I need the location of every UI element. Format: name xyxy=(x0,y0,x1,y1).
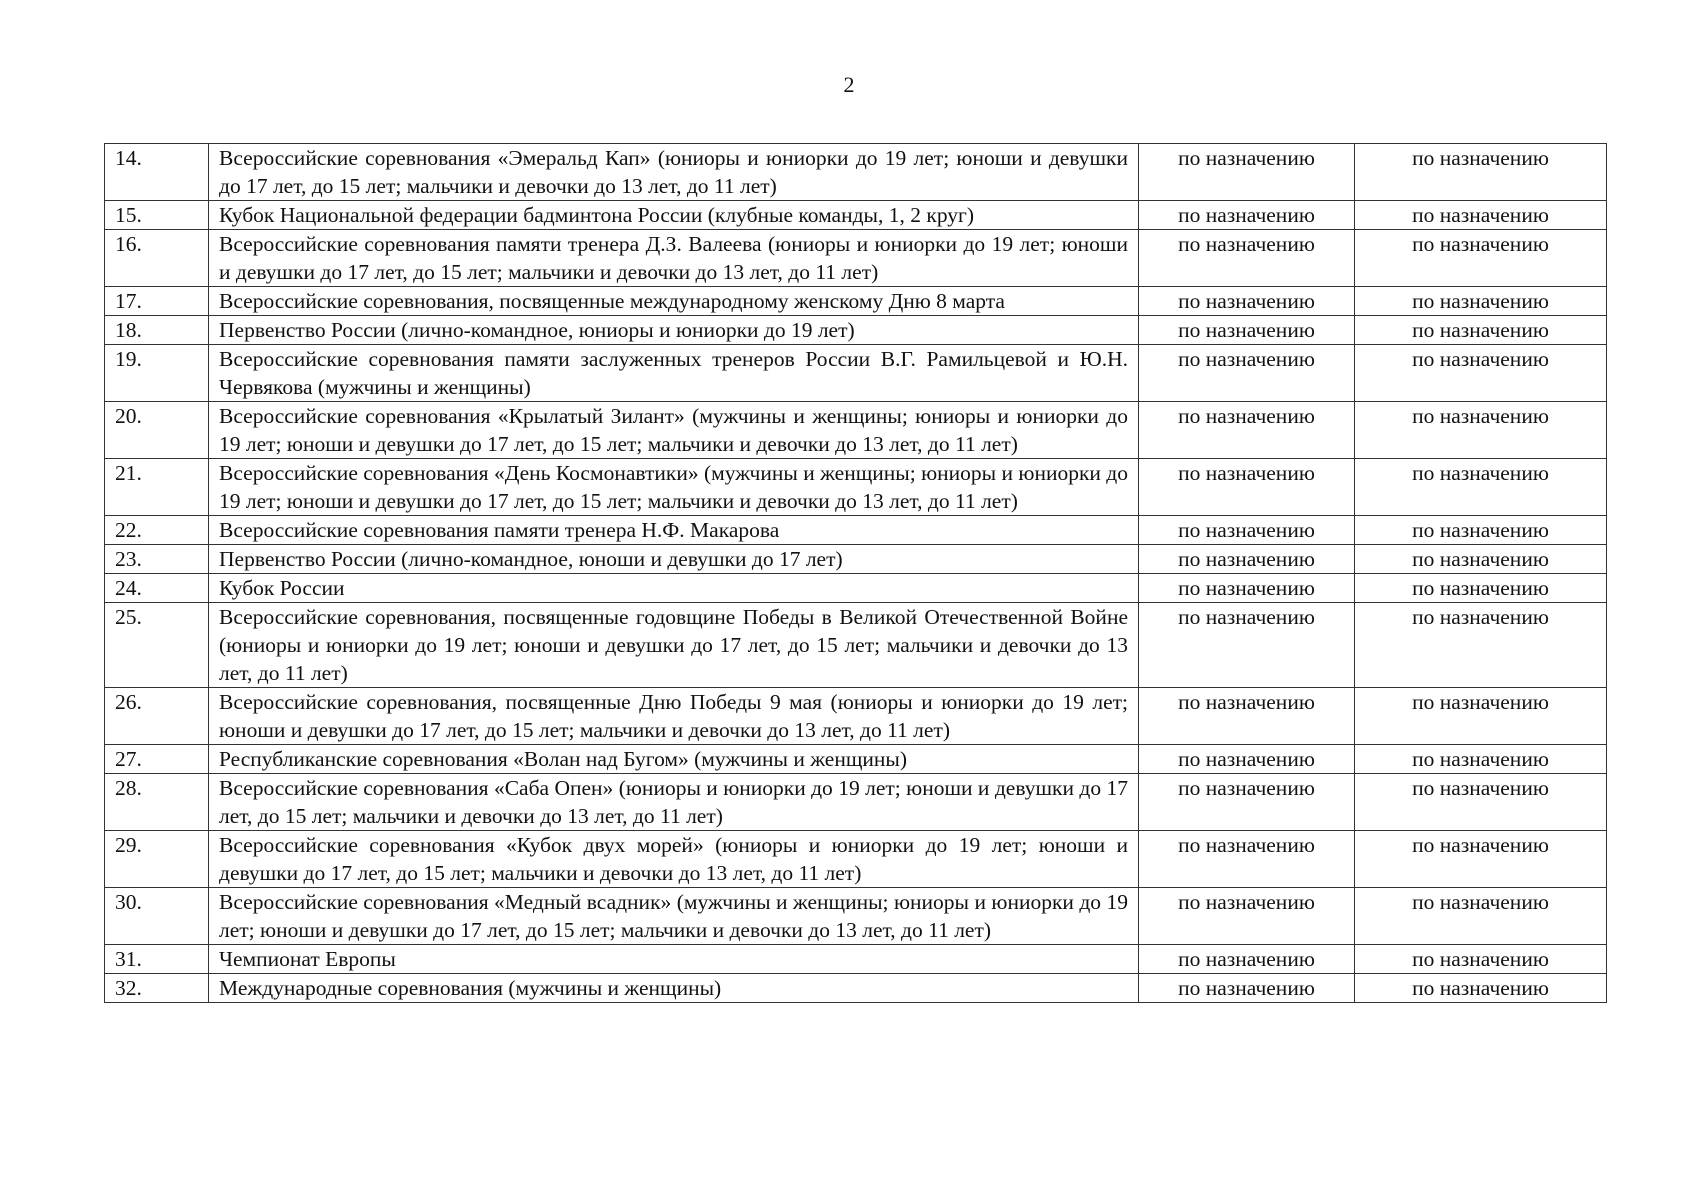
table-row xyxy=(105,144,1607,201)
value-cell-a: по назначению xyxy=(1139,545,1355,574)
table-row xyxy=(105,545,1607,574)
event-name-cell: Всероссийские соревнования «Эмеральд Кап» (юниоры и юниорки до 19 лет; юноши и девушки до 17 лет, до 15 лет; мальчики и девочки до 13 лет, до 11 лет) xyxy=(209,144,1139,201)
event-name-cell: Всероссийские соревнования «Кубок двух морей» (юниоры и юниорки до 19 лет; юноши и девушки до 17 лет, до 15 лет; мальчики и девочки до 13 лет, до 11 лет) xyxy=(209,831,1139,888)
value-cell-a: по назначению xyxy=(1139,201,1355,230)
table-row xyxy=(105,516,1607,545)
events-table xyxy=(104,143,1607,1003)
event-name-cell: Всероссийские соревнования памяти заслуженных тренеров России В.Г. Рамильцевой и Ю.Н. Червякова (мужчины и женщины) xyxy=(209,345,1139,402)
table-row xyxy=(105,945,1607,974)
event-name-cell: Всероссийские соревнования памяти тренера Н.Ф. Макарова xyxy=(209,516,1139,545)
row-number-cell: 17. xyxy=(105,287,209,316)
event-name-cell: Всероссийские соревнования «Медный всадник» (мужчины и женщины; юниоры и юниорки до 19 лет; юноши и девушки до 17 лет, до 15 лет; мальчики и девочки до 13 лет, до 11 лет) xyxy=(209,888,1139,945)
table-row xyxy=(105,888,1607,945)
value-cell-b: по назначению xyxy=(1355,230,1607,287)
row-number-cell: 26. xyxy=(105,688,209,745)
value-cell-b: по назначению xyxy=(1355,402,1607,459)
value-cell-a: по назначению xyxy=(1139,831,1355,888)
row-number-cell: 20. xyxy=(105,402,209,459)
row-number-cell: 23. xyxy=(105,545,209,574)
page-number: 2 xyxy=(843,72,855,97)
value-cell-a: по назначению xyxy=(1139,974,1355,1003)
value-cell-b: по назначению xyxy=(1355,345,1607,402)
value-cell-b: по назначению xyxy=(1355,774,1607,831)
value-cell-b: по назначению xyxy=(1355,287,1607,316)
event-name-cell: Республиканские соревнования «Волан над Бугом» (мужчины и женщины) xyxy=(209,745,1139,774)
events-table-body xyxy=(105,144,1607,1003)
row-number-cell: 32. xyxy=(105,974,209,1003)
value-cell-a: по назначению xyxy=(1139,603,1355,688)
row-number-cell: 22. xyxy=(105,516,209,545)
row-number-cell: 19. xyxy=(105,345,209,402)
event-name-cell: Всероссийские соревнования, посвященные Дню Победы 9 мая (юниоры и юниорки до 19 лет; юноши и девушки до 17 лет, до 15 лет; мальчики и девочки до 13 лет, до 11 лет) xyxy=(209,688,1139,745)
table-row xyxy=(105,459,1607,516)
table-row xyxy=(105,603,1607,688)
value-cell-a: по назначению xyxy=(1139,688,1355,745)
event-name-cell: Кубок Национальной федерации бадминтона России (клубные команды, 1, 2 круг) xyxy=(209,201,1139,230)
value-cell-b: по назначению xyxy=(1355,316,1607,345)
table-row xyxy=(105,745,1607,774)
table-row xyxy=(105,574,1607,603)
row-number-cell: 24. xyxy=(105,574,209,603)
value-cell-a: по назначению xyxy=(1139,945,1355,974)
row-number-cell: 27. xyxy=(105,745,209,774)
value-cell-a: по назначению xyxy=(1139,345,1355,402)
event-name-cell: Первенство России (лично-командное, юниоры и юниорки до 19 лет) xyxy=(209,316,1139,345)
value-cell-b: по назначению xyxy=(1355,745,1607,774)
row-number-cell: 18. xyxy=(105,316,209,345)
table-row xyxy=(105,201,1607,230)
row-number-cell: 14. xyxy=(105,144,209,201)
row-number-cell: 21. xyxy=(105,459,209,516)
event-name-cell: Всероссийские соревнования, посвященные международному женскому Дню 8 марта xyxy=(209,287,1139,316)
event-name-cell: Кубок России xyxy=(209,574,1139,603)
event-name-cell: Чемпионат Европы xyxy=(209,945,1139,974)
table-row xyxy=(105,774,1607,831)
value-cell-a: по назначению xyxy=(1139,316,1355,345)
row-number-cell: 25. xyxy=(105,603,209,688)
value-cell-a: по назначению xyxy=(1139,745,1355,774)
row-number-cell: 28. xyxy=(105,774,209,831)
value-cell-a: по назначению xyxy=(1139,774,1355,831)
value-cell-b: по назначению xyxy=(1355,945,1607,974)
event-name-cell: Всероссийские соревнования «День Космонавтики» (мужчины и женщины; юниоры и юниорки до 19 лет; юноши и девушки до 17 лет, до 15 лет; мальчики и девочки до 13 лет, до 11 лет) xyxy=(209,459,1139,516)
event-name-cell: Всероссийские соревнования «Саба Опен» (юниоры и юниорки до 19 лет; юноши и девушки до 17 лет, до 15 лет; мальчики и девочки до 13 лет, до 11 лет) xyxy=(209,774,1139,831)
value-cell-b: по назначению xyxy=(1355,974,1607,1003)
value-cell-b: по назначению xyxy=(1355,888,1607,945)
row-number-cell: 29. xyxy=(105,831,209,888)
event-name-cell: Международные соревнования (мужчины и женщины) xyxy=(209,974,1139,1003)
value-cell-a: по назначению xyxy=(1139,888,1355,945)
value-cell-a: по назначению xyxy=(1139,402,1355,459)
event-name-cell: Всероссийские соревнования «Крылатый Зилант» (мужчины и женщины; юниоры и юниорки до 19 лет; юноши и девушки до 17 лет, до 15 лет; мальчики и девочки до 13 лет, до 11 лет) xyxy=(209,402,1139,459)
value-cell-b: по назначению xyxy=(1355,144,1607,201)
event-name-cell: Всероссийские соревнования, посвященные годовщине Победы в Великой Отечественной Войне (юниоры и юниорки до 19 лет; юноши и девушки до 17 лет, до 15 лет; мальчики и девочки до 13 лет, до 11 лет) xyxy=(209,603,1139,688)
table-row xyxy=(105,287,1607,316)
value-cell-b: по назначению xyxy=(1355,831,1607,888)
row-number-cell: 15. xyxy=(105,201,209,230)
value-cell-b: по назначению xyxy=(1355,603,1607,688)
table-row xyxy=(105,345,1607,402)
table-row xyxy=(105,974,1607,1003)
event-name-cell: Всероссийские соревнования памяти тренера Д.З. Валеева (юниоры и юниорки до 19 лет; юноши и девушки до 17 лет, до 15 лет; мальчики и девочки до 13 лет, до 11 лет) xyxy=(209,230,1139,287)
table-row xyxy=(105,402,1607,459)
row-number-cell: 31. xyxy=(105,945,209,974)
value-cell-a: по назначению xyxy=(1139,516,1355,545)
value-cell-b: по назначению xyxy=(1355,516,1607,545)
table-row xyxy=(105,316,1607,345)
value-cell-b: по назначению xyxy=(1355,459,1607,516)
value-cell-a: по назначению xyxy=(1139,459,1355,516)
row-number-cell: 30. xyxy=(105,888,209,945)
table-row xyxy=(105,230,1607,287)
value-cell-b: по назначению xyxy=(1355,545,1607,574)
value-cell-a: по назначению xyxy=(1139,230,1355,287)
table-row xyxy=(105,688,1607,745)
row-number-cell: 16. xyxy=(105,230,209,287)
value-cell-b: по назначению xyxy=(1355,688,1607,745)
table-row xyxy=(105,831,1607,888)
value-cell-a: по назначению xyxy=(1139,574,1355,603)
value-cell-a: по назначению xyxy=(1139,144,1355,201)
value-cell-b: по назначению xyxy=(1355,574,1607,603)
event-name-cell: Первенство России (лично-командное, юноши и девушки до 17 лет) xyxy=(209,545,1139,574)
value-cell-b: по назначению xyxy=(1355,201,1607,230)
value-cell-a: по назначению xyxy=(1139,287,1355,316)
